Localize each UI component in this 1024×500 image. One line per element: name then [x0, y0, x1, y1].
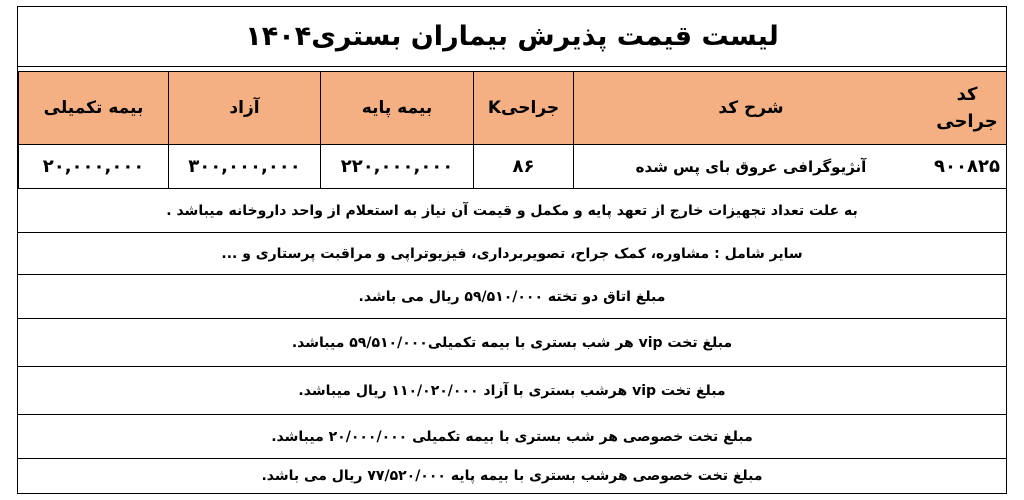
- table-header-row: [18, 71, 1006, 145]
- header-description: شرح کد: [573, 72, 928, 144]
- price-list-sheet: [17, 6, 1007, 494]
- cell-code: ۹۰۰۸۲۵: [934, 156, 1000, 177]
- page-title: لیست قیمت پذیرش بیماران بستری۱۴۰۴: [18, 7, 1006, 67]
- header-code: کد جراحی: [936, 84, 998, 132]
- cell-base-insurance: ۲۲۰,۰۰۰,۰۰۰: [320, 145, 473, 188]
- note-double-room: مبلغ اتاق دو تخته ۵۹/۵۱۰/۰۰۰ ریال می باشد.: [18, 275, 1006, 319]
- cell-k: ۸۶: [473, 145, 573, 188]
- cell-supplementary-insurance: ۲۰,۰۰۰,۰۰۰: [18, 145, 168, 188]
- note-private-supplementary: مبلغ تخت خصوصی هر شب بستری با بیمه تکمیلی ۲۰/۰۰۰/۰۰۰ میباشد.: [18, 415, 1006, 459]
- note-equipment: به علت تعداد تجهیزات خارج از تعهد پایه و مکمل و قیمت آن نیاز به استعلام از واحد داروخانه میباشد .: [18, 189, 1006, 233]
- header-free: آزاد: [168, 72, 320, 144]
- cell-description: آنژیوگرافی عروق بای پس شده: [573, 145, 928, 188]
- table-row: [18, 145, 1006, 189]
- header-k: جراحیK: [473, 72, 573, 144]
- note-other-services: سایر شامل : مشاوره، کمک جراح، تصویربرداری، فیزیوتراپی و مراقبت پرستاری و ...: [18, 233, 1006, 275]
- note-vip-free: مبلغ تخت vip هرشب بستری با آزاد ۱۱۰/۰۲۰/۰۰۰ ریال میباشد.: [18, 367, 1006, 415]
- note-private-base: مبلغ تخت خصوصی هرشب بستری با بیمه پایه ۷۷/۵۲۰/۰۰۰ ریال می باشد.: [261, 468, 763, 484]
- cell-free: ۳۰۰,۰۰۰,۰۰۰: [168, 145, 320, 188]
- header-base-insurance: بیمه پایه: [320, 72, 473, 144]
- header-supplementary-insurance: بیمه تکمیلی: [18, 72, 168, 144]
- note-vip-supplementary: مبلغ تخت vip هر شب بستری با بیمه تکمیلی۵۹/۵۱۰/۰۰۰ میباشد.: [18, 319, 1006, 367]
